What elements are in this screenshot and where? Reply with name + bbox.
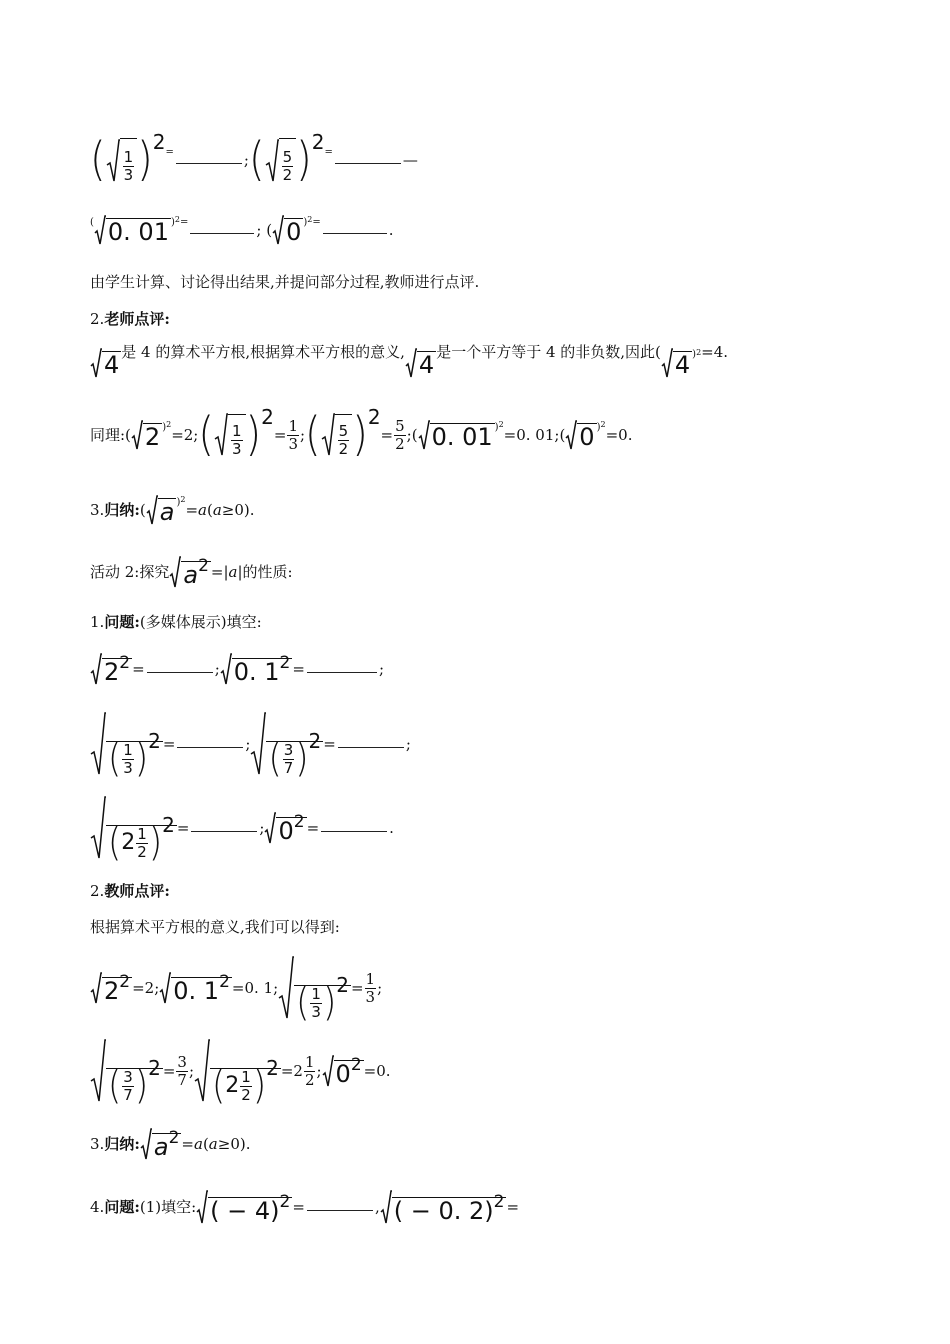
line-similarly: 同理:( 2 ) 2 =2; ( $\frac{1}{3}$ ) 2 = $\frac{1}{3}$ ; ( $\frac{5}{2}$ ) 2 = $\frac{5}{2}$ ;( 0. 01 ) 2 =0. 01;( 0 ) 2 =0.	[90, 405, 633, 462]
answer-blank-8[interactable]	[338, 735, 404, 748]
line-sqrt4-explanation: 4 是 4 的算术平方根,根据算术平方根的意义, 4 是一个平方等于 4 的非负数,因此( 4 ) 2 =4.	[90, 343, 890, 383]
expr-sqrt-one-third-squared-inner: ( $\frac{1}{3}$ ) 2	[90, 712, 163, 776]
sqrt-neg0.2-squared: ( − 0. 2)$^2$	[380, 1190, 507, 1224]
sqrt-a-squared: $a^2$	[140, 1128, 182, 1160]
line-fill-squares-2: ( $\frac{1}{3}$ ) 2 = ; ( $\frac{3}{7}$ ) 2 = ;	[90, 708, 890, 780]
line-sqrt-decimal: ( 0. 01 ) 2 = ; ( 0 ) 2 = .	[90, 215, 394, 246]
line-results-2: ( $\frac{3}{7}$ ) 2 = $\frac{3}{7}$ ; ( 2 $\frac{1}{2}$ ) 2 =2 $\frac{1}{2}$ ; $0^2$ =0.	[90, 1035, 890, 1107]
sqrt-0: 0	[272, 215, 303, 245]
line-fill-squares-3: ( 2 $\frac{1}{2}$ ) 2 = ; $0^2$ = .	[90, 792, 890, 864]
line-summary-1: 3. 归纳: ( a ) 2 = a ( a ≥0).	[90, 495, 255, 526]
sqrt-0-squared: $0^2$	[322, 1055, 364, 1087]
sqrt-0.1-squared: 0. $1^2$	[159, 972, 232, 1004]
sqrt-2-squared: $2^2$	[90, 972, 132, 1004]
sqrt-0: 0	[565, 420, 596, 450]
expr-sqrt-three-sevenths-squared-inner: ( $\frac{3}{7}$ ) 2	[250, 712, 323, 776]
heading-question-1: 1. 问题: (多媒体展示)填空:	[90, 613, 262, 631]
sqrt-4: 4	[90, 348, 121, 378]
value-one-half: $\frac{1}{2}$	[304, 1052, 315, 1089]
sqrt-neg4-squared: ( − 4)$^2$	[196, 1190, 292, 1224]
value-five-halves: $\frac{5}{2}$	[395, 416, 405, 453]
sqrt-2-squared: $2^2$	[90, 653, 132, 685]
expr-sqrt-five-halves-squared: ( $\frac{5}{2}$ ) 2	[248, 130, 325, 187]
line-results-1: $2^2$ =2; 0. $1^2$ =0. 1; ( $\frac{1}{3}$ ) 2 = $\frac{1}{3}$ ;	[90, 952, 890, 1024]
answer-blank-11[interactable]	[307, 1198, 373, 1211]
expr-sqrt-one-third-squared: ( $\frac{1}{3}$ ) 2	[198, 405, 274, 462]
value-three-sevenths: $\frac{3}{7}$	[177, 1052, 187, 1089]
sqrt-2: 2	[131, 420, 162, 450]
line-question-4: 4. 问题: (1)填空: ( − 4)$^2$ = , ( − 0. 2)$^2$ =	[90, 1191, 520, 1225]
value-one-third: $\frac{1}{3}$	[288, 416, 298, 453]
value-one-third: $\frac{1}{3}$	[365, 969, 376, 1006]
paragraph-according: 根据算术平方根的意义,我们可以得到:	[90, 918, 340, 936]
sqrt-a: a	[146, 495, 177, 525]
line-activity-2: 活动 2:探究 $a^2$ =| a |的性质:	[90, 555, 293, 589]
line-square-fractions: ( $\frac{1}{3}$ ) 2 = ; ( $\frac{5}{2}$ ) 2 = —	[90, 130, 418, 187]
answer-blank-3[interactable]	[190, 221, 254, 234]
sqrt-0.01: 0. 01	[94, 215, 171, 245]
sqrt-4: 4	[405, 348, 436, 378]
sqrt-4: 4	[661, 348, 692, 378]
line-summary-2: 3. 归纳: $a^2$ = a ( a ≥0).	[90, 1127, 251, 1161]
answer-blank-10[interactable]	[321, 819, 387, 832]
line-fill-squares-1: $2^2$ = ; 0. $1^2$ = ;	[90, 648, 890, 690]
expr-sqrt-five-halves-squared: ( $\frac{5}{2}$ ) 2	[305, 405, 381, 462]
answer-blank-6[interactable]	[307, 660, 377, 673]
heading-teacher-comment-2: 2. 教师点评:	[90, 882, 170, 900]
heading-teacher-comment: 2. 老师点评:	[90, 310, 170, 328]
sqrt-0.01: 0. 01	[418, 420, 495, 450]
sqrt-0.1-squared: 0. $1^2$	[220, 653, 293, 685]
expr-sqrt-mixed-two-and-half-squared: ( 2 $\frac{1}{2}$ ) 2	[90, 796, 177, 860]
answer-blank-9[interactable]	[191, 819, 257, 832]
expr-sqrt-one-third-squared: ( $\frac{1}{3}$ ) 2	[90, 130, 166, 187]
expr-sqrt-mixed-two-and-half-squared: ( 2 $\frac{1}{2}$ ) 2	[194, 1039, 281, 1103]
paragraph-discussion: 由学生计算、讨论得出结果,并提问部分过程,教师进行点评.	[90, 273, 480, 291]
answer-blank-2[interactable]	[335, 151, 401, 164]
answer-blank-4[interactable]	[323, 221, 387, 234]
answer-blank-1[interactable]	[176, 151, 242, 164]
expr-sqrt-three-sevenths-squared-inner: ( $\frac{3}{7}$ ) 2	[90, 1039, 163, 1103]
sqrt-0-squared: $0^2$	[264, 812, 306, 844]
answer-blank-7[interactable]	[177, 735, 243, 748]
answer-blank-5[interactable]	[147, 660, 213, 673]
expr-sqrt-one-third-squared-inner: ( $\frac{1}{3}$ ) 2	[278, 956, 351, 1020]
sqrt-a-squared: $a^2$	[169, 556, 211, 588]
